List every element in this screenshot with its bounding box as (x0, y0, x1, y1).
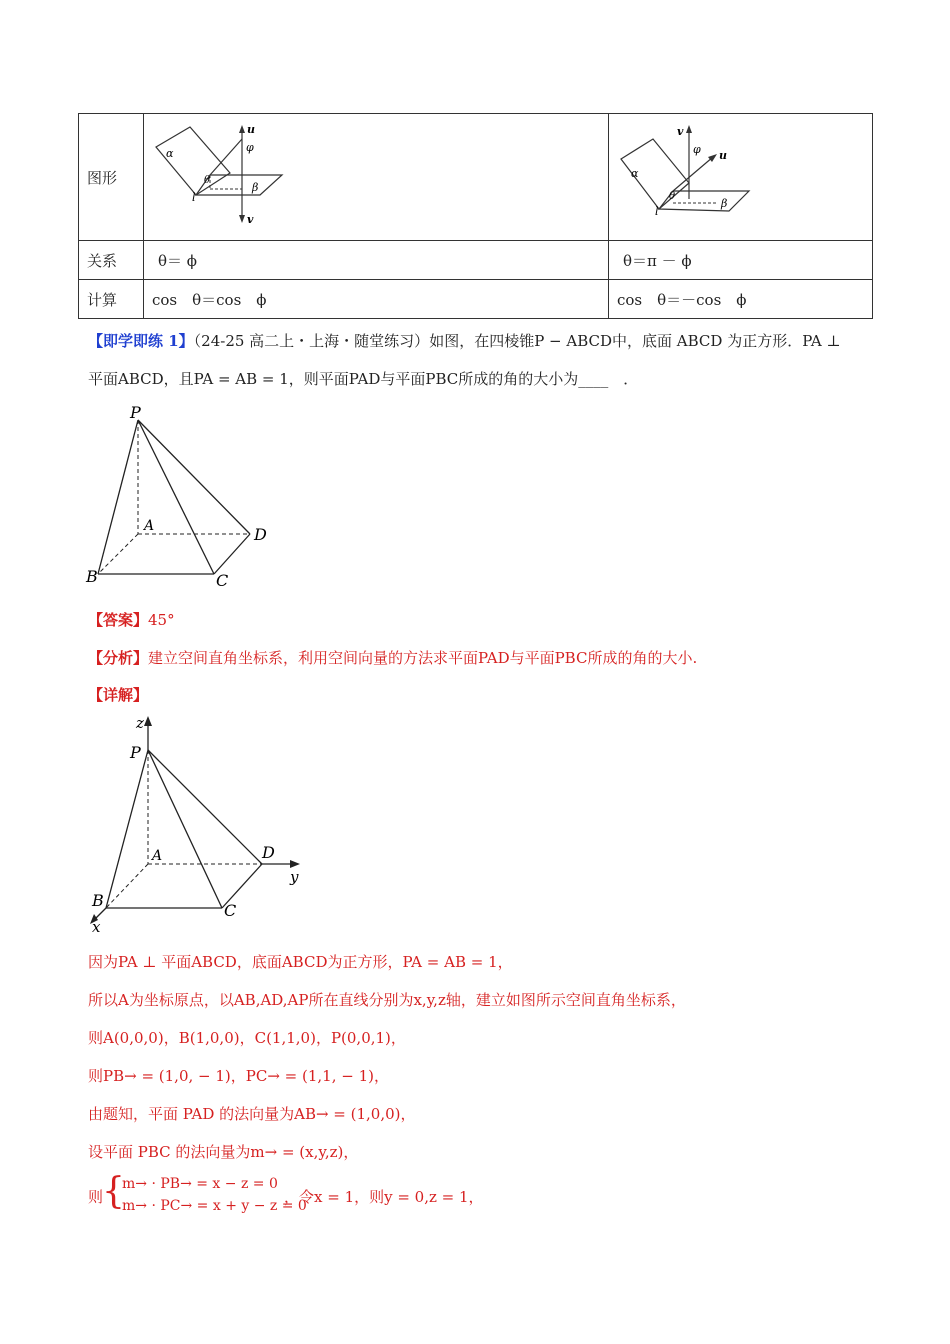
system-brace: { (102, 1171, 125, 1212)
solution-line-1: 因为PA ⊥ 平面ABCD，底面ABCD为正方形，PA = AB = 1， (88, 953, 513, 971)
label-v: v (677, 125, 684, 138)
solution-line-3: 则A(0,0,0)，B(1,0,0)，C(1,1,0)，P(0,0,1)， (88, 1029, 406, 1047)
row-label-relation: 关系 (79, 241, 144, 280)
problem-line-2: 平面ABCD，且PA = AB = 1，则平面PAD与平面PBC所成的角的大小为____ ． (88, 370, 639, 388)
label-beta: β (721, 197, 728, 210)
vertex-P: P (130, 743, 141, 762)
vertex-B: B (92, 891, 104, 910)
table-row-figure (79, 114, 873, 241)
system-eq1: m→ · PB→ = x − z = 0 (122, 1176, 278, 1192)
row-label-figure: 图形 (79, 114, 144, 241)
vertex-D: D (262, 843, 275, 862)
axis-y: y (290, 868, 299, 886)
row-label-calculation: 计算 (79, 280, 144, 319)
vertex-A: A (152, 848, 163, 864)
label-l: l (655, 205, 659, 218)
label-u: u (719, 149, 727, 162)
solution-line-2: 所以A为坐标原点，以AB,AD,AP所在直线分别为x,y,z轴，建立如图所示空间直角坐标系， (88, 991, 686, 1009)
problem-line-1 (88, 330, 841, 351)
solution-line-6: 设平面 PBC 的法向量为m→ = (x,y,z)， (88, 1143, 359, 1161)
system-eq2: m→ · PC→ = x + y − z = 0 (122, 1198, 307, 1214)
vertex-B: B (86, 567, 98, 586)
figure-right-cell (609, 114, 873, 241)
coordinate-figure (84, 712, 314, 938)
vertex-C: C (216, 571, 229, 590)
table-row-relation (79, 241, 873, 280)
analysis-text: 建立空间直角坐标系，利用空间向量的方法求平面PAD与平面PBC所成的角的大小. (148, 649, 698, 667)
label-v: v (247, 213, 254, 226)
answer-line (88, 609, 175, 630)
vertex-C: C (224, 901, 237, 920)
solution-line-5: 由题知，平面 PAD 的法向量为AB→ = (1,0,0)， (88, 1105, 416, 1123)
label-phi: φ (693, 143, 701, 156)
label-alpha: α (166, 147, 174, 160)
analysis-tag: 【分析】 (88, 649, 149, 667)
problem-text-1: 如图，在四棱锥P − ABCD中，底面 ABCD 为正方形．PA ⊥ (429, 332, 841, 350)
label-beta: β (252, 181, 259, 194)
dihedral-figure-right (617, 119, 777, 231)
system-suffix: ，令x = 1，则y = 0,z = 1， (284, 1188, 484, 1206)
vertex-D: D (254, 525, 267, 544)
label-l: l (192, 191, 196, 204)
answer-tag: 【答案】 (88, 611, 149, 629)
comparison-table (78, 113, 873, 319)
figure-left-cell (144, 114, 609, 241)
axis-z: z (136, 714, 144, 732)
detail-tag: 【详解】 (88, 686, 149, 704)
vertex-A: A (144, 518, 155, 534)
analysis-line (88, 647, 697, 668)
calc-left: cos θ＝cos ϕ (144, 280, 609, 319)
pyramid-figure (82, 402, 282, 592)
calc-right: cos θ＝－cos ϕ (609, 280, 873, 319)
problem-tag: 【即学即练 1】 (88, 332, 194, 350)
vertex-P: P (130, 403, 141, 422)
answer-value: 45° (148, 611, 175, 629)
solution-line-4: 则PB→ = (1,0, − 1)，PC→ = (1,1, − 1)， (88, 1067, 389, 1085)
axis-x: x (92, 918, 101, 936)
table-row-calculation (79, 280, 873, 319)
label-phi: φ (246, 141, 254, 154)
label-alpha: α (631, 167, 639, 180)
label-theta: θ (669, 191, 676, 202)
relation-left: θ＝ ϕ (144, 241, 609, 280)
label-theta: θ (204, 175, 211, 186)
relation-right: θ＝π － ϕ (609, 241, 873, 280)
system-prefix: 则 (88, 1188, 104, 1206)
label-u: u (247, 123, 255, 136)
problem-source: （24-25 高二上・上海・随堂练习） (193, 332, 430, 350)
dihedral-figure-left (152, 119, 312, 231)
